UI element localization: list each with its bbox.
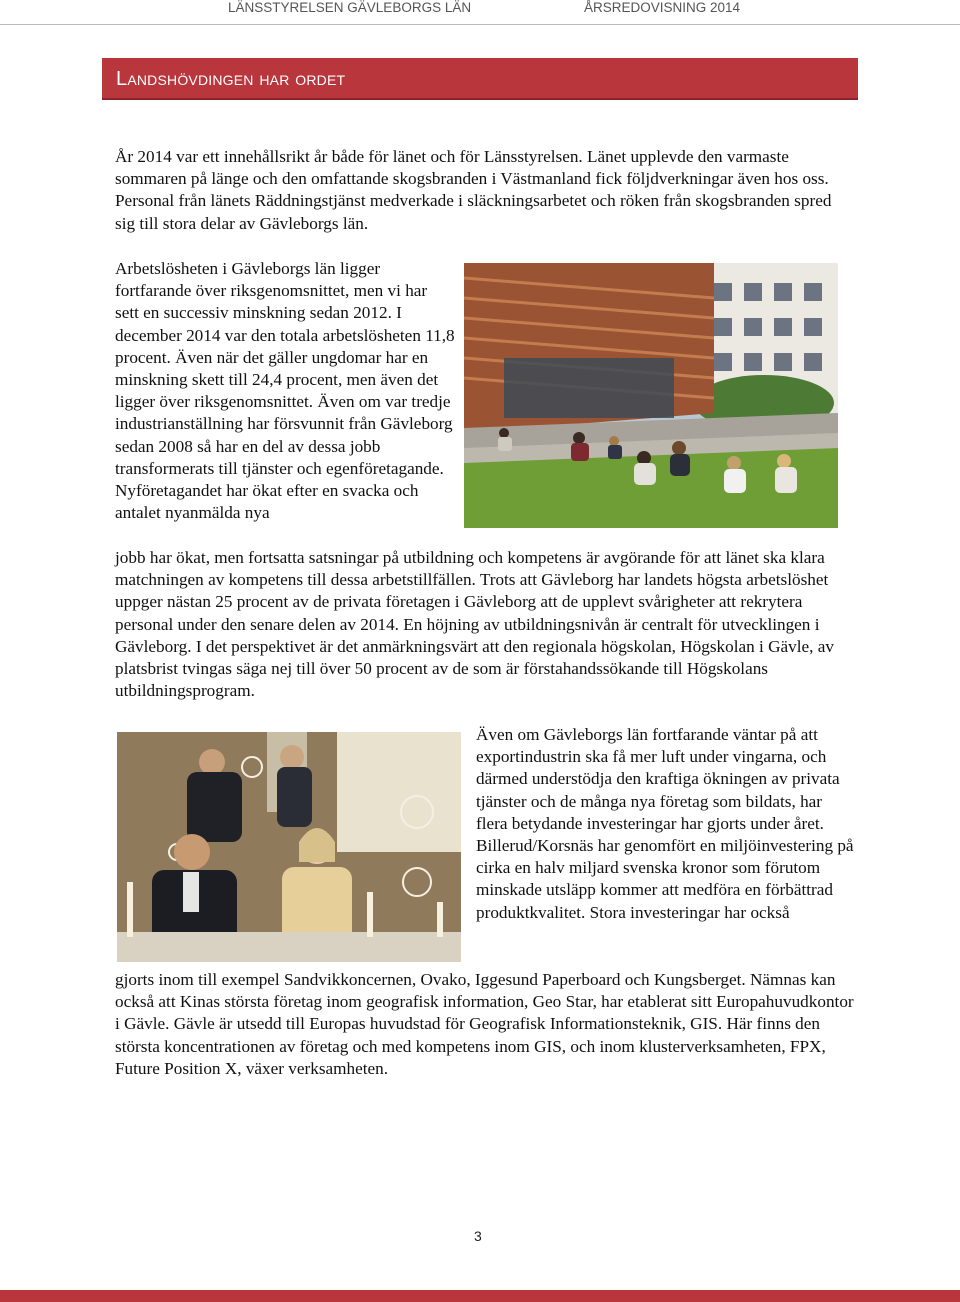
paragraph-education: jobb har ökat, men fortsatta satsningar på utbildning och kompetens är avgörande för att länet ska klara matchningen av kompetens till dessa arbetstillfällen. Trots att Gävleborg har landets högsta arbetslöshet uppger nästan 25 procent av de privata företagen i Gävleborg att de upplevt svårigheter att rekrytera personal under den senare delen av 2014. En höjning av utbildningsnivån är centralt för utvecklingen i Gävleborg. I det perspektivet är det anmärkningsvärt att den regionala högskolan, Högskolan i Gävle, av platsbrist tvingas säga nej till över 50 procent av de som är förstahandssökande till Högskolans utbildningsprogram. bbox=[115, 548, 834, 701]
paragraph-investments: Även om Gävleborgs län fortfarande väntar på att exportindustrin ska få mer luft under vingarna, och därmed understödja den kraftiga ökningen av privata tjänster och de många nya företag som bildats, har flera betydande investeringar har gjorts under året. Billerud/Korsnäs har genomfört en miljöinvestering på cirka en halv miljard svenska kronor som förutom minskade utsläpp kommer att medföra en förbättrad produktkvalitet. Stora investeringar har också bbox=[476, 725, 854, 922]
section-title: Landshövdingen har ordet bbox=[116, 68, 346, 90]
paragraph-unemployment: Arbetslösheten i Gävleborgs län ligger fortfarande över riksgenomsnittet, men vi har sett en successiv minskning sedan 2012. I december 2014 var den totala arbetslösheten 11,8 procent. Även när det gäller ungdomar har en minskning skett till 24,4 procent, men även det ligger över riksgenomsnittet. Även om var tredje industrianställning har försvunnit från Gävleborg sedan 2008 så har en del av dessa jobb transformerats till tjänster och egenföretagande. Nyföretagandet har ökat efter en svacka och antalet nyanmälda nya bbox=[115, 259, 455, 523]
page-number: 3 bbox=[474, 1228, 482, 1244]
page-header bbox=[0, 0, 960, 24]
dinner-event-photo bbox=[117, 732, 461, 962]
campus-photo bbox=[464, 263, 838, 528]
header-organization: LÄNSSTYRELSEN GÄVLEBORGS LÄN bbox=[228, 0, 472, 15]
footer-accent-bar bbox=[0, 1290, 960, 1302]
header-report-title: ÅRSREDOVISNING 2014 bbox=[584, 0, 741, 15]
header-divider bbox=[0, 24, 960, 25]
paragraph-intro: År 2014 var ett innehållsrikt år både för länet och för Länsstyrelsen. Länet upplevde den varmaste sommaren på länge och den omfattande skogsbranden i Västmanland fick följdverkningar även hos oss. Personal från länets Räddningstjänst medverkade i släckningsarbetet och röken från skogsbranden spred sig till stora delar av Gävleborgs län. bbox=[115, 147, 832, 233]
paragraph-gis: gjorts inom till exempel Sandvikkoncernen, Ovako, Iggesund Paperboard och Kungsberget. Nämnas kan också att Kinas största företag inom geografisk information, Geo Star, har etablerat sitt Europahuvudkontor i Gävle. Gävle är utsedd till Europas huvudstad för Geografisk Informationsteknik, GIS. Här finns den största koncentrationen av företag och med kompetens inom GIS, och inom klusterverksamheten, FPX, Future Position X, växer verksamheten. bbox=[115, 970, 854, 1078]
section-banner bbox=[102, 58, 858, 100]
campus-photo-graphic bbox=[464, 263, 838, 528]
dinner-event-photo-graphic bbox=[117, 732, 461, 962]
